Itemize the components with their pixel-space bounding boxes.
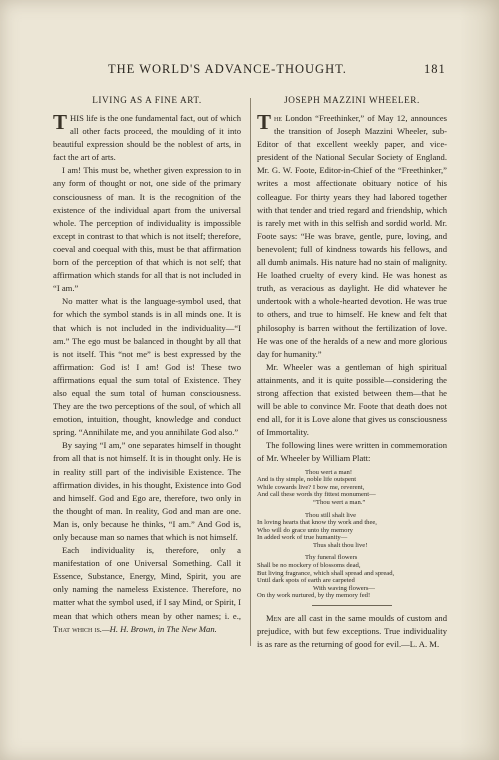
source-citation: in The New Man.	[157, 623, 217, 634]
poem-line: Thou wert a man!	[305, 468, 353, 476]
poem-stanza	[257, 512, 447, 550]
author-signature: .—H. H. Brown,	[99, 623, 156, 634]
poem-line: Thou still shalt live	[305, 511, 357, 519]
poem-line: Until dark spots of earth are carpeted	[257, 577, 355, 585]
article-title-wheeler: JOSEPH MAZZINI WHEELER.	[284, 95, 420, 105]
poem-line: Thy funeral flowers	[305, 554, 358, 562]
poem-line: And call these words thy fittest monument—	[257, 491, 376, 499]
poem-line: In loving hearts that know thy work and thee,	[257, 519, 377, 527]
paragraph-text: London “Freethinker,” of May 12, announces the transition of Joseph Mazzini Wheeler, sub-Editor of that excellent weekly paper, and vice-president of the National Secular Society of England. Mr. G. W. Foote, Editor-in-Chief of the “Freethinker,” writes a most affectionate obituary notice of his colleague. For thirty years they had labored together with that tender and tried regard and friendship, which is rarely met with in this selfish and sordid world. Mr. Foote says: “He was brave, gentle, pure, loving, and benevolent; full of kindness towards his fellows, and all dumb animals. His nature had no stain of malignity. He loathed cruelty of every kind. He was honest as truth, as veracious as daylight. He did whatever he undertook with a whole-hearted devotion. He was true to others, and true to himself. He knew and felt that philosophy is barren without the fertilization of love. He was one of the heralds of a new and more glorious day for humanity.”	[257, 113, 447, 359]
paragraph: I am! This must be, whether given expression to in any form of thought or not, one side of the primary consciousness of man. It is the recognition of the existence of the individual apart from the universal whole. The perception of individuality is impossible except in contrast to that which is not itself; therefore, coeval and coequal with this, must be that affirmation born of the perception of that which is not self; that affirmation which stands for all that is not included in “I am.”	[53, 165, 241, 294]
small-caps-text: That which is	[53, 623, 100, 634]
poem-stanza	[257, 469, 447, 507]
poem-line: With waving flowers—	[313, 584, 375, 592]
drop-cap: T	[53, 110, 68, 134]
journal-title: THE WORLD'S ADVANCE-THOUGHT.	[108, 62, 347, 76]
poem-line: While cowards live? I bow me, reverent,	[257, 483, 365, 491]
paragraph-text: HIS life is the one fundamental fact, out of which all other facts proceed, the moulding of it into beautiful expression should be the noblest of arts, in fact the art of arts.	[53, 113, 241, 163]
paragraph-text: are all cast in the same moulds of custom and prejudice, with but few exceptions. True individuality is as rare as the returning of good for evil.—L. A. M.	[257, 613, 447, 650]
paragraph: Mr. Wheeler was a gentleman of high spiritual attainments, and it is quite possible—considering the strong affection that existed between them—that he will be able to convince Mr. Foote that death does not end all, for it is Love alone that gives us consciousness of Immortality.	[257, 361, 447, 438]
left-column	[53, 95, 241, 636]
poem-line: In added work of true humanity—	[257, 534, 348, 542]
paragraph: By saying “I am,” one separates himself in thought from all that is not himself. It is in thought only. He is in reality still part of the indivisible Existence. The affirmation divides, in his thought, Existence into God and himself. God and Ego are, therefore, two only in the thought of man. In reality, God and man are one. Man is, only because he thinks, “I am.” And God is, only because man so names that which is not himself.	[53, 440, 241, 542]
poem-stanza	[257, 554, 447, 600]
poem-line: But living fragrance, which shall spread and spread,	[257, 569, 395, 577]
separator-rule	[312, 605, 392, 606]
right-column	[257, 95, 447, 651]
poem-line: On thy work nurtured, by thy memory fed!	[257, 592, 371, 600]
paragraph: No matter what is the language-symbol used, that for which the symbol stands is in all minds one. It is that which is not included in the individuality—“I am.” The ego must be balanced in thought by all that is not itself. This “not me” is best expressed by the affirmation: God is! I am! God is! These two affirmations equal the sum total of Existence. They also equal the sum total of human consciousness. They are the two perceptions of the soul, of which all emotion, intuition, thought, knowledge and conduct spring. “Annihilate me, and you annihilate God also.”	[53, 296, 241, 438]
small-caps-text: he	[274, 113, 283, 123]
paragraph	[53, 112, 241, 164]
poem-line: “Thou wert a man.”	[313, 498, 366, 506]
drop-cap: T	[257, 110, 272, 134]
page-edge-shading	[459, 0, 499, 760]
article-title-living-as-fine-art: LIVING AS A FINE ART.	[92, 95, 202, 105]
paragraph-text: Each individuality is, therefore, only a manifestation of one Universal Something. Call it Essence, Substance, Energy, Mind, Spirit, you are only naming the nameless Existence. Therefore, no matter what the symbol used, if I say Mind, or Spirit, I mean that which others mean by other names; i. e.,	[53, 545, 241, 621]
column-divider	[250, 98, 251, 646]
small-caps-text: Men	[266, 613, 282, 624]
poem-line: Thus shalt thou live!	[313, 541, 368, 549]
poem-line: Who will do grace unto thy memory	[257, 526, 353, 534]
page-number: 181	[424, 62, 446, 76]
paragraph	[257, 112, 447, 361]
poem-line: And is thy simple, noble life outspent	[257, 476, 357, 484]
paragraph	[53, 544, 241, 636]
paragraph	[257, 612, 447, 651]
paragraph: The following lines were written in commemoration of Mr. Wheeler by William Platt:	[257, 440, 447, 464]
memorial-poem	[257, 469, 447, 601]
poem-line: Shall be no mockery of blossoms dead,	[257, 562, 361, 570]
